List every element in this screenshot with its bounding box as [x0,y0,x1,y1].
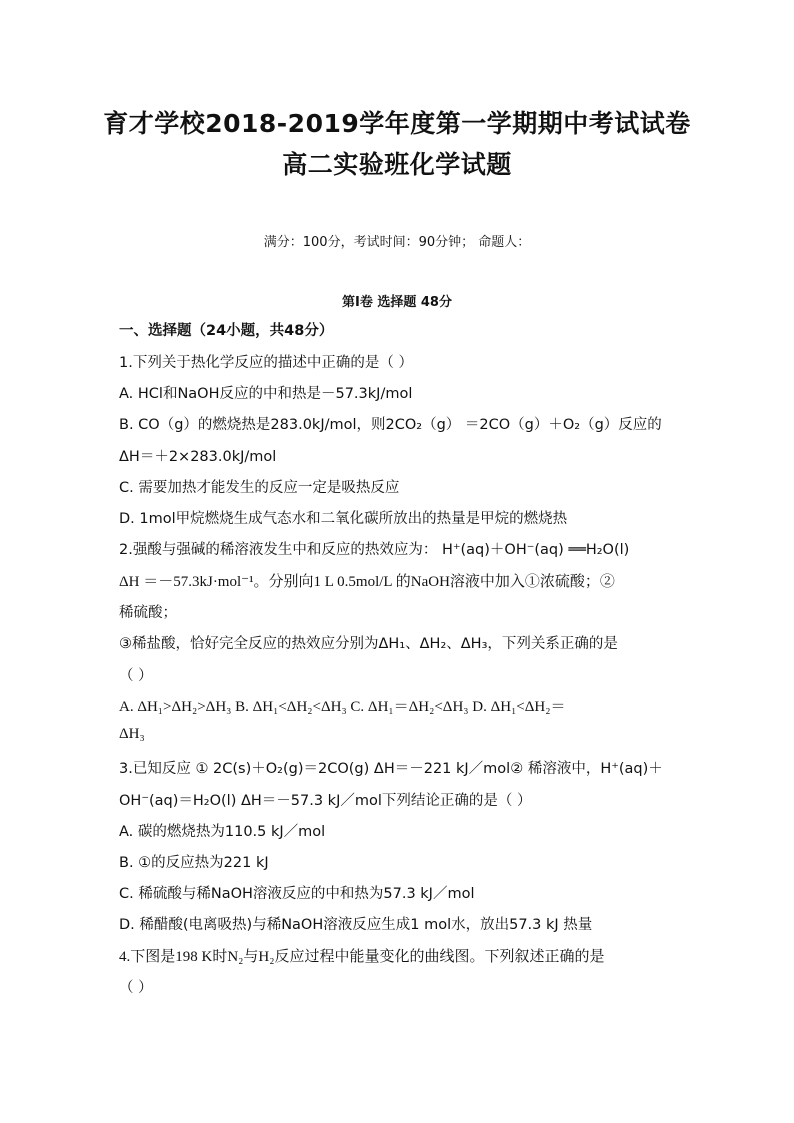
question-3-stem-line2: OH⁻(aq)＝H₂O(l) ΔH＝－57.3 kJ／mol下列结论正确的是（ ） [119,793,532,809]
question-3-option-b: B. ①的反应热为221 kJ [119,855,269,871]
question-2-options-cont: ΔH₃ [119,726,145,742]
question-2-stem-line3: 稀硫酸； [119,605,177,621]
question-2-stem: 2.强酸与强碱的稀溶液发生中和反应的热效应为： H⁺(aq)＋OH⁻(aq) ══H₂O(l) [119,542,630,558]
question-1-option-d: D. 1mol甲烷燃烧生成气态水和二氧化碳所放出的热量是甲烷的燃烧热 [119,511,568,527]
question-2-answer-blank: （ ） [119,668,153,684]
question-2-stem-line2: ΔH ＝－57.3kJ·mol⁻¹。分别向1 L 0.5mol/L 的NaOH溶液中加入①浓硫酸；② [119,574,615,590]
question-1-stem: 1.下列关于热化学反应的描述中正确的是（ ） [119,355,413,371]
exam-title-line2: 高二实验班化学试题 [282,150,512,179]
question-1-option-b: B. CO（g）的燃烧热是283.0kJ/mol，则2CO₂（g） ＝2CO（g）＋O₂（g）反应的 [119,417,662,433]
question-3-option-c: C. 稀硫酸与稀NaOH溶液反应的中和热为57.3 kJ／mol [119,886,475,902]
question-4-stem: 4.下图是198 K时N₂与H₂反应过程中能量变化的曲线图。下列叙述正确的是 [119,949,605,965]
question-1-option-b-cont: ΔH＝＋2×283.0kJ/mol [119,449,277,465]
question-2-options: A. ΔH₁>ΔH₂>ΔH₃ B. ΔH₁<ΔH₂<ΔH₃ C. ΔH₁＝ΔH₂<ΔH₃ D. ΔH₁<ΔH₂＝ [119,699,566,715]
exam-info: 满分：100分，考试时间：90分钟； 命题人： [263,235,531,250]
question-3-stem: 3.已知反应 ① 2C(s)＋O₂(g)＝2CO(g) ΔH＝－221 kJ／mol② 稀溶液中，H⁺(aq)＋ [119,761,663,777]
exam-title-line1: 育才学校2018-2019学年度第一学期期中考试试卷 [103,109,691,138]
question-1-option-a: A. HCl和NaOH反应的中和热是－57.3kJ/mol [119,386,413,402]
question-3-option-a: A. 碳的燃烧热为110.5 kJ／mol [119,824,326,840]
question-1-option-c: C. 需要加热才能发生的反应一定是吸热反应 [119,480,400,496]
question-4-answer-blank: （ ） [119,980,153,996]
question-2-stem-line4: ③稀盐酸，恰好完全反应的热效应分别为ΔH₁、ΔH₂、ΔH₃，下列关系正确的是 [119,636,618,652]
part-heading: 一、选择题（24小题，共48分） [119,323,334,339]
question-3-option-d: D. 稀醋酸(电离吸热)与稀NaOH溶液反应生成1 mol水，放出57.3 kJ 热量 [119,917,593,933]
section-title: 第Ⅰ卷 选择题 48分 [342,295,452,310]
